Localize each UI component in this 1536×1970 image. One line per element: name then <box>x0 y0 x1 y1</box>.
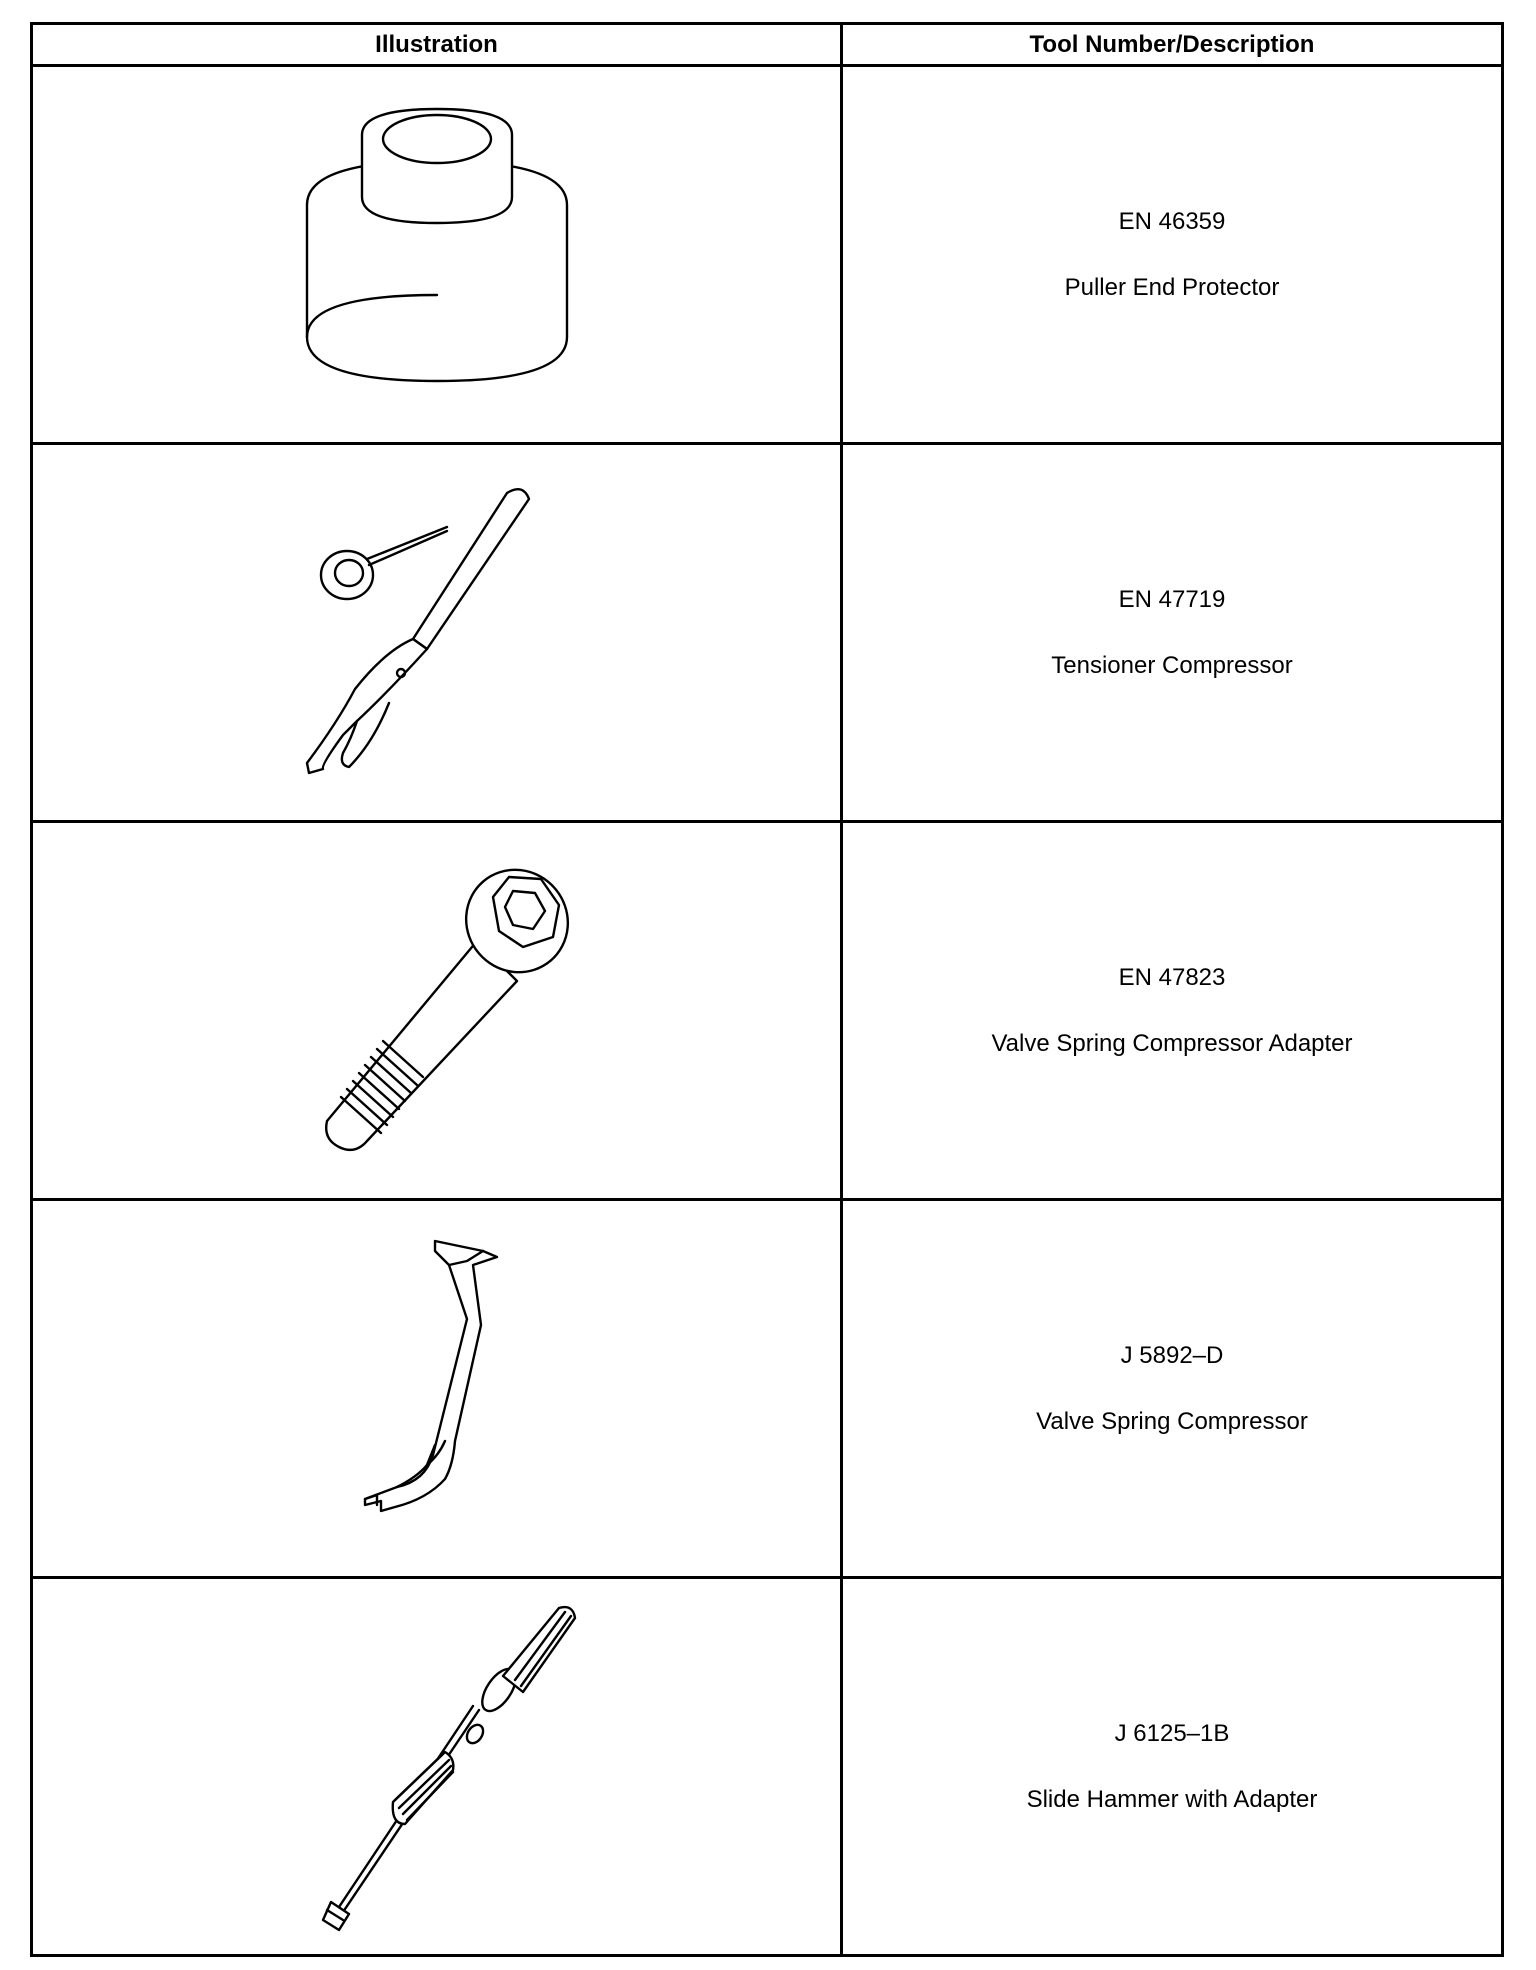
header-row <box>32 24 1503 66</box>
illustration-cell <box>32 444 842 822</box>
tool-number: EN 47823 <box>1118 963 1226 991</box>
tool-cell <box>842 444 1503 822</box>
tensioner-compressor-icon <box>277 473 597 793</box>
tool-number: J 6125–1B <box>1114 1719 1230 1747</box>
tool-description: Tensioner Compressor <box>1051 651 1293 679</box>
tool-description: Slide Hammer with Adapter <box>1026 1785 1318 1813</box>
tool-description: Valve Spring Compressor Adapter <box>991 1029 1353 1057</box>
tool-description: Valve Spring Compressor <box>1036 1407 1308 1435</box>
table-row <box>32 1578 1503 1956</box>
header-illustration: Illustration <box>32 24 842 66</box>
tool-number: EN 46359 <box>1118 207 1226 235</box>
illustration-cell <box>32 66 842 444</box>
special-tools-table <box>30 22 1504 1957</box>
tool-cell <box>842 1578 1503 1956</box>
tool-cell <box>842 1200 1503 1578</box>
puller-end-protector-icon <box>277 105 597 405</box>
valve-spring-compressor-icon <box>277 1229 597 1549</box>
table-row <box>32 444 1503 822</box>
table-row <box>32 822 1503 1200</box>
tool-cell <box>842 822 1503 1200</box>
tool-number: J 5892–D <box>1120 1341 1224 1369</box>
slide-hammer-icon <box>277 1602 597 1932</box>
table-row <box>32 66 1503 444</box>
tool-number: EN 47719 <box>1118 585 1226 613</box>
valve-spring-compressor-adapter-icon <box>277 851 597 1171</box>
header-tool-number-description: Tool Number/Description <box>842 24 1503 66</box>
illustration-cell <box>32 822 842 1200</box>
illustration-cell <box>32 1578 842 1956</box>
illustration-cell <box>32 1200 842 1578</box>
table-row <box>32 1200 1503 1578</box>
tool-description: Puller End Protector <box>1064 273 1280 301</box>
tool-cell <box>842 66 1503 444</box>
